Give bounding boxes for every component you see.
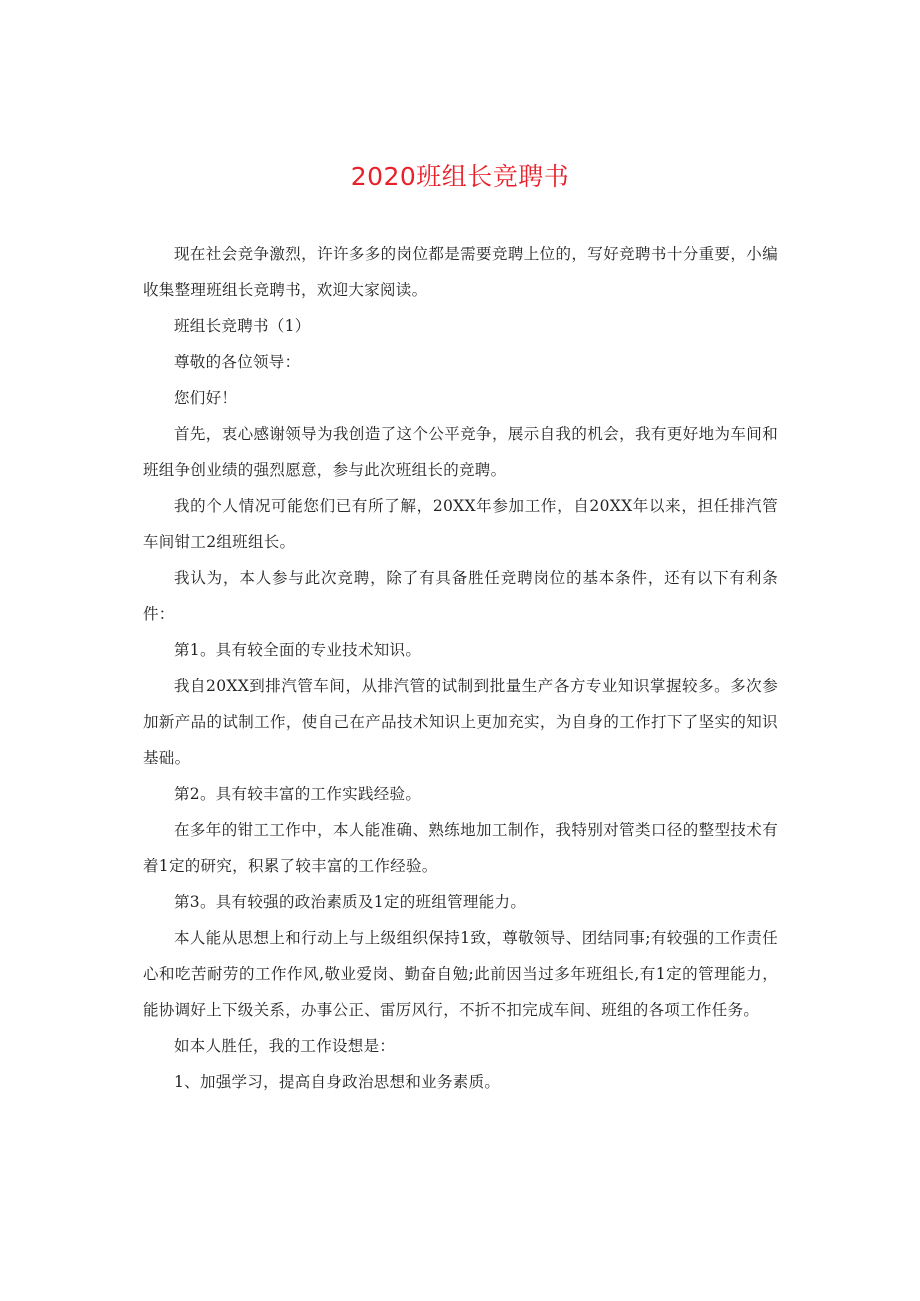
paragraph: 首先，衷心感谢领导为我创造了这个公平竞争，展示自我的机会，我有更好地为车间和班组争创业绩的强烈愿意，参与此次班组长的竞聘。 — [143, 425, 778, 479]
paragraph: 本人能从思想上和行动上与上级组织保持1致，尊敬领导、团结同事;有较强的工作责任心和吃苦耐劳的工作作风,敬业爱岗、勤奋自勉;此前因当过多年班组长,有1定的管理能力，能协调好上下级关系，办事公正、雷厉风行，不折不扣完成车间、班组的各项工作任务。 — [143, 929, 778, 1019]
paragraph: 我的个人情况可能您们已有所了解，20XX年参加工作，自20XX年以来，担任排汽管车间钳工2组班组长。 — [143, 497, 778, 551]
document-body — [143, 236, 778, 1100]
paragraph: 我认为，本人参与此次竞聘，除了有具备胜任竞聘岗位的基本条件，还有以下有利条件： — [143, 569, 778, 623]
paragraph: 您们好！ — [174, 389, 238, 407]
paragraph: 第2。具有较丰富的工作实践经验。 — [174, 785, 422, 803]
paragraph: 如本人胜任，我的工作设想是： — [174, 1037, 396, 1055]
paragraph: 在多年的钳工工作中，本人能准确、熟练地加工制作，我特别对管类口径的整型技术有着1定的研究，积累了较丰富的工作经验。 — [143, 821, 778, 875]
document-title: 2020班组长竞聘书 — [350, 162, 570, 191]
paragraph: 1、加强学习，提高自身政治思想和业务素质。 — [174, 1073, 501, 1091]
paragraph: 班组长竞聘书（1） — [174, 317, 311, 335]
paragraph: 第3。具有较强的政治素质及1定的班组管理能力。 — [174, 893, 527, 911]
paragraph: 现在社会竞争激烈，许许多多的岗位都是需要竞聘上位的，写好竞聘书十分重要，小编收集整理班组长竞聘书，欢迎大家阅读。 — [143, 245, 778, 299]
paragraph: 我自20XX到排汽管车间，从排汽管的试制到批量生产各方专业知识掌握较多。多次参加新产品的试制工作，使自己在产品技术知识上更加充实，为自身的工作打下了坚实的知识基础。 — [143, 677, 778, 767]
paragraph: 尊敬的各位领导： — [174, 353, 301, 371]
paragraph: 第1。具有较全面的专业技术知识。 — [174, 641, 422, 659]
